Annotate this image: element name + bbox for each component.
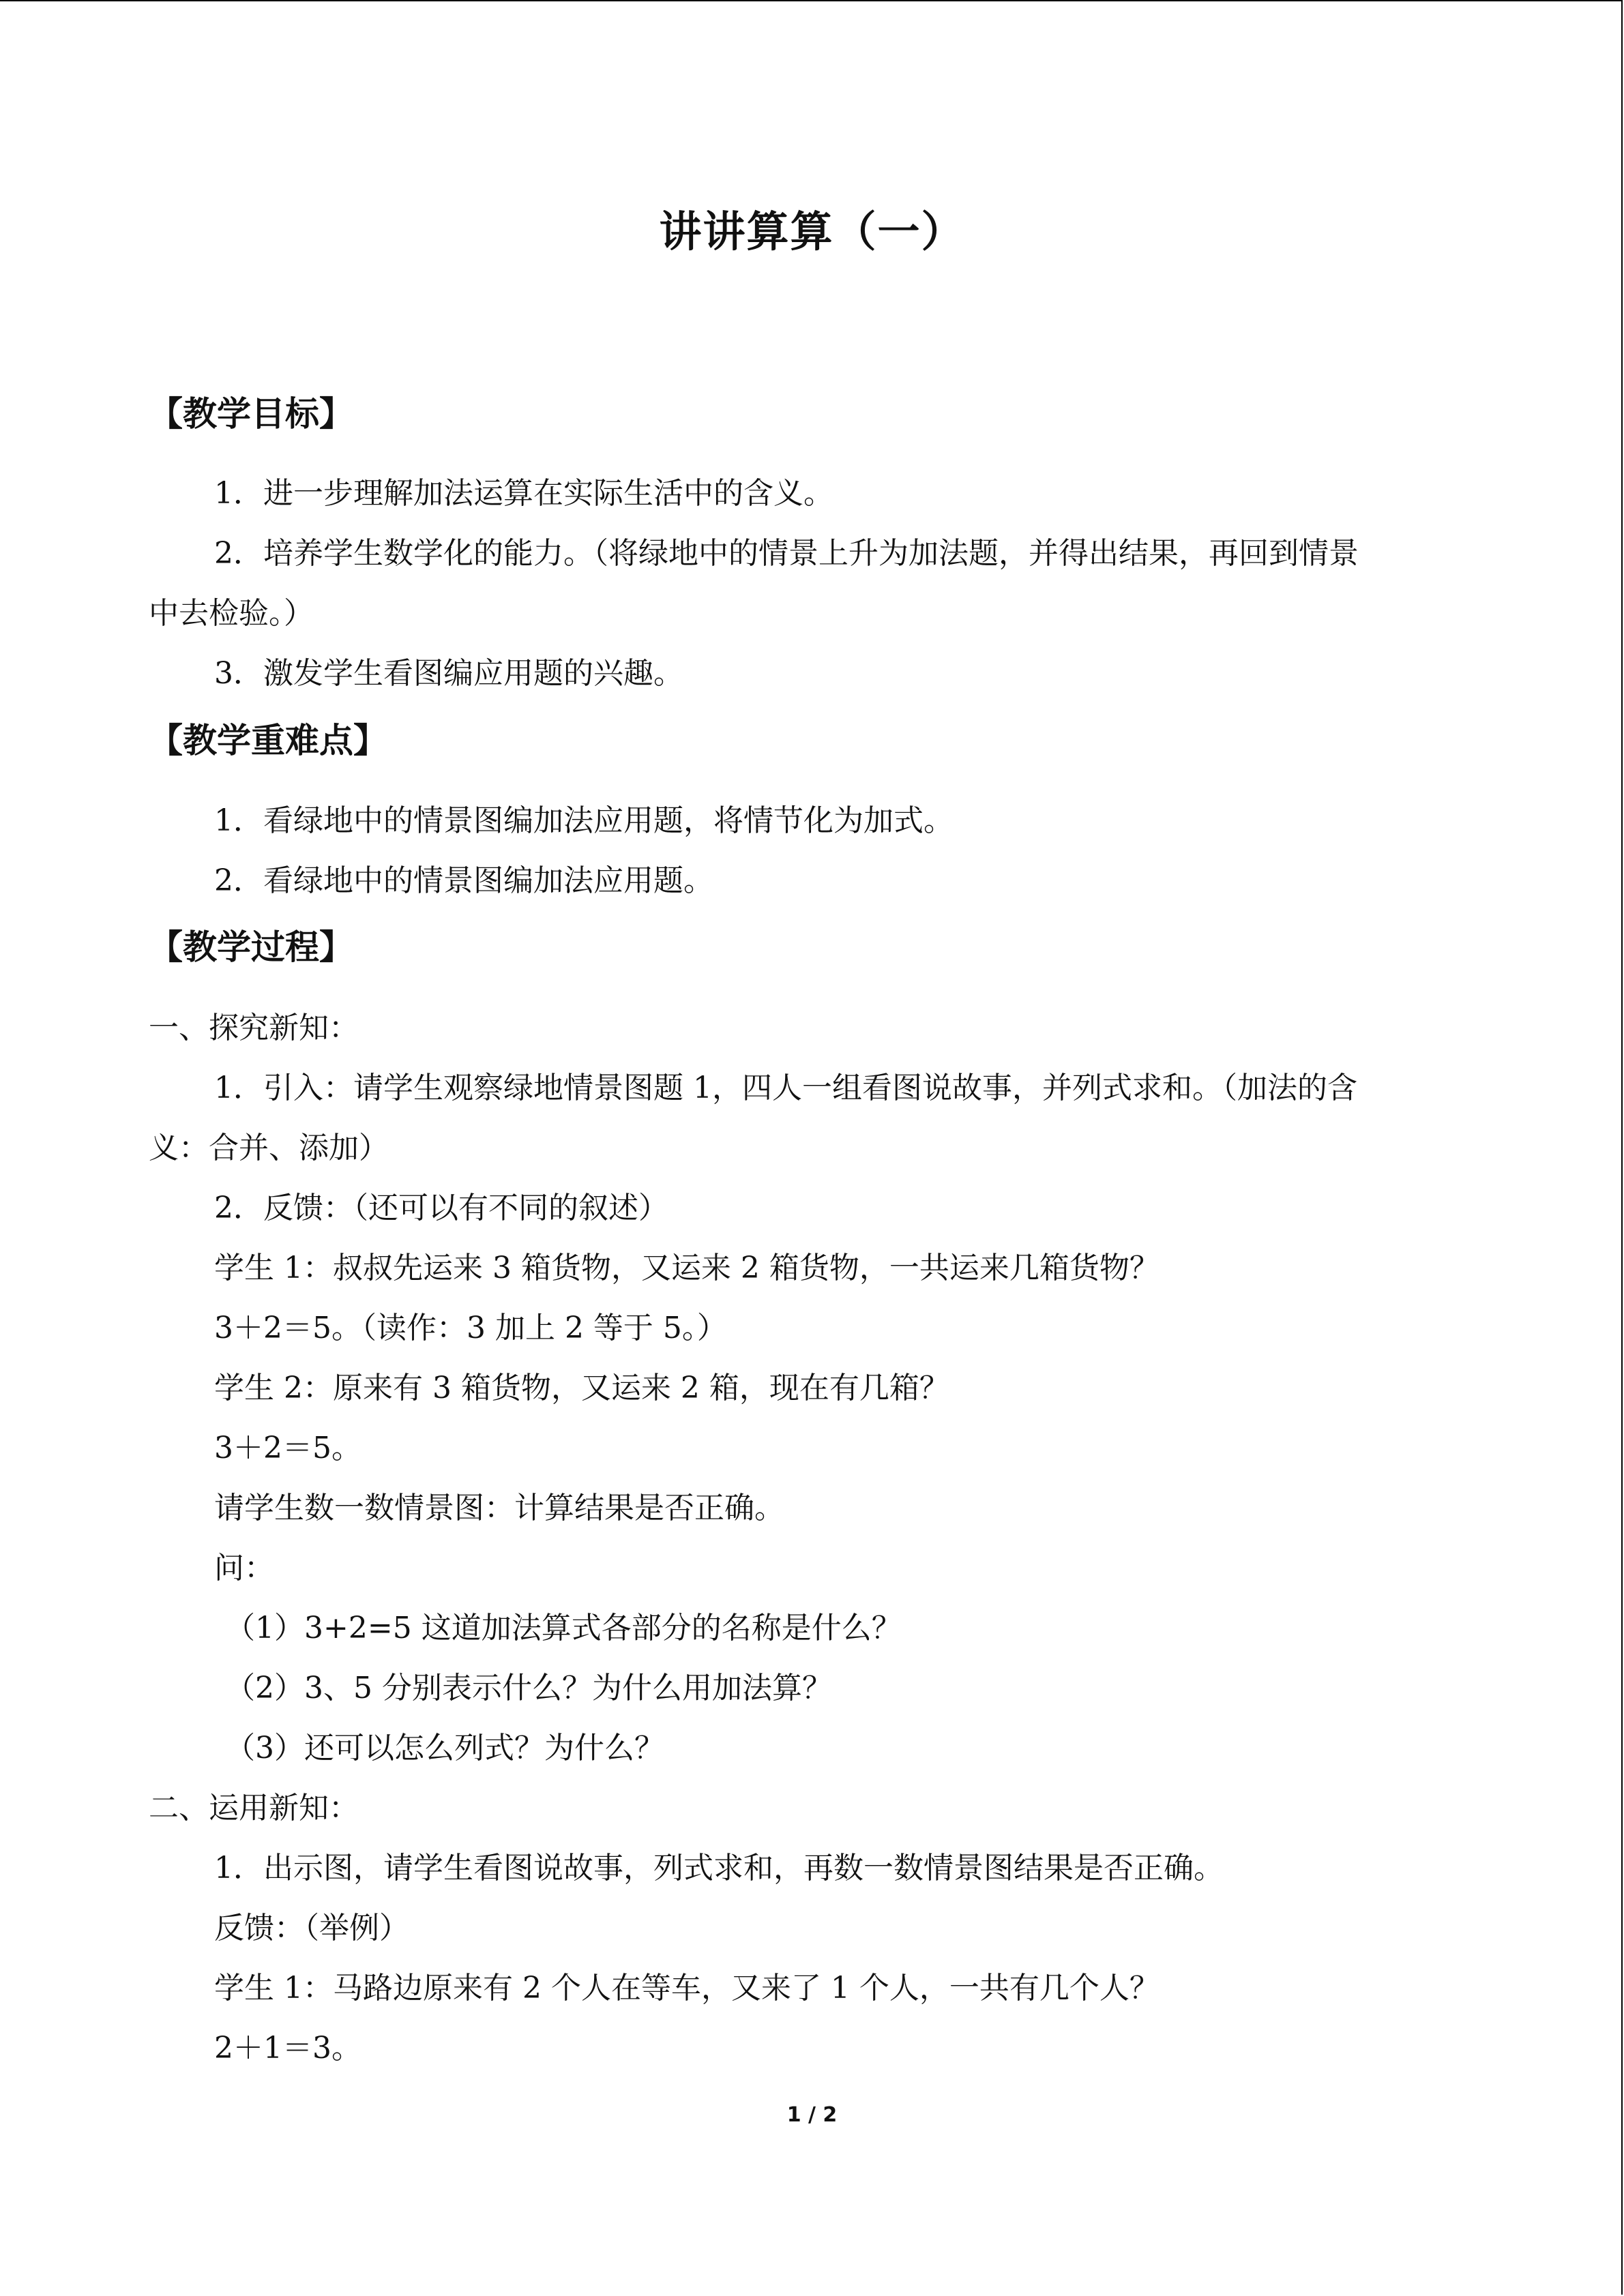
process-line-student-1-bus: 学生 1：马路边原来有 2 个人在等车，又来了 1 个人，一共有几个人？ xyxy=(214,1971,1160,2006)
section-heading-process: 【教学过程】 xyxy=(149,927,353,967)
key-point-item-1: 1．看绿地中的情景图编加法应用题，将情节化为加式。 xyxy=(214,803,954,838)
key-point-item-2: 2．看绿地中的情景图编加法应用题。 xyxy=(214,863,713,898)
process-line-count-check: 请学生数一数情景图：计算结果是否正确。 xyxy=(214,1491,784,1525)
objective-item-1: 1．进一步理解加法运算在实际生活中的含义。 xyxy=(214,476,833,511)
process-line-apply: 二、运用新知： xyxy=(149,1791,359,1825)
process-line-show-picture: 1．出示图，请学生看图说故事，列式求和，再数一数情景图结果是否正确。 xyxy=(214,1851,1224,1885)
process-line-student-1: 学生 1：叔叔先运来 3 箱货物，又运来 2 箱货物，一共运来几箱货物？ xyxy=(214,1251,1160,1285)
process-line-student-2: 学生 2：原来有 3 箱货物，又运来 2 箱，现在有几箱？ xyxy=(214,1371,949,1405)
section-heading-key-points: 【教学重难点】 xyxy=(149,721,387,760)
process-line-intro-continued: 义：合并、添加） xyxy=(149,1131,389,1165)
process-line-intro: 1．引入：请学生观察绿地情景图题 1，四人一组看图说故事，并列式求和。（加法的含 xyxy=(214,1071,1357,1105)
process-line-equation-1: 3＋2＝5。（读作：3 加上 2 等于 5。） xyxy=(214,1311,727,1345)
process-line-equation-2: 3＋2＝5。 xyxy=(214,1431,361,1465)
objective-item-3: 3．激发学生看图编应用题的兴趣。 xyxy=(214,656,683,691)
process-line-question-3: （3）还可以怎么列式？为什么？ xyxy=(225,1731,664,1765)
section-heading-objectives: 【教学目标】 xyxy=(149,394,353,434)
process-line-question-label: 问： xyxy=(214,1551,274,1585)
process-line-explore: 一、探究新知： xyxy=(149,1011,359,1045)
process-line-question-2: （2）3、5 分别表示什么？为什么用加法算？ xyxy=(225,1671,832,1705)
objective-item-2: 2．培养学生数学化的能力。（将绿地中的情景上升为加法题，并得出结果，再回到情景 xyxy=(214,536,1359,571)
process-line-feedback: 2．反馈：（还可以有不同的叙述） xyxy=(214,1191,668,1225)
process-line-equation-3: 2＋1＝3。 xyxy=(214,2031,361,2066)
document-title: 讲讲算算（一） xyxy=(659,207,965,256)
process-line-feedback-example: 反馈：（举例） xyxy=(214,1911,409,1945)
process-line-question-1: （1）3+2=5 这道加法算式各部分的名称是什么？ xyxy=(225,1611,902,1645)
page-number: 1 / 2 xyxy=(786,2103,838,2127)
objective-item-2-continued: 中去检验。） xyxy=(149,596,314,631)
